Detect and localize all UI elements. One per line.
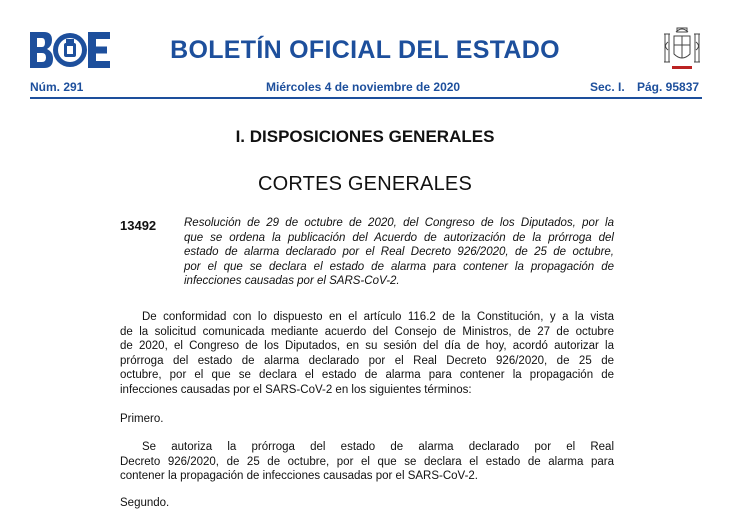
summary-line: infecciones causadas por el SARS-CoV-2. [184,275,400,287]
paragraph-line: de la solicitud comunicada mediante acuerdo del Consejo de Ministros, de 27 de octubre [120,325,614,338]
paragraph-line: octubre, por el que se declara el estado de alarma para contener la propagación de [120,369,614,381]
document-number: 13492 [120,218,157,233]
summary-line: Resolución de 29 de octubre de 2020, del Congreso de los Diputados, por la [184,217,614,229]
primero-label [120,412,614,427]
paragraph-line: Se autoriza la prórroga del estado de alarma declarado por el Real [142,441,614,453]
boe-logo [30,32,110,68]
section-label: Sec. I. [590,80,625,94]
section-heading: I. DISPOSICIONES GENERALES [235,127,495,146]
coat-of-arms-icon [662,24,702,72]
paragraph-line: prórroga del estado de alarma declarado por el Real Decreto 926/2020, de 25 de [120,354,614,367]
article-label: Segundo. [120,497,170,509]
summary-line: que se ordena la publicación del Acuerdo de autorización de la prórroga del [184,231,614,244]
document-summary [184,216,614,289]
paragraph-2 [120,440,614,484]
summary-line: por el que se declara el estado de alarma para contener la propagación de [184,260,614,273]
article-label: Primero. [120,413,164,425]
gazette-title: BOLETÍN OFICIAL DEL ESTADO [170,36,560,64]
paragraph-line: De conformidad con lo dispuesto en el artículo 116.2 de la Constitución, y a la vista [142,311,614,323]
header-divider [30,97,702,99]
page-number: Pág. 95837 [637,80,700,94]
paragraph-line: contener la propagación de infecciones causadas por el SARS-CoV-2. [120,470,478,482]
paragraph-line: infecciones causadas por el SARS-CoV-2 en los siguientes términos: [120,383,472,396]
organization-heading: CORTES GENERALES [257,173,472,195]
issue-date: Miércoles 4 de noviembre de 2020 [266,80,461,94]
summary-line: estado de alarma declarado por el Real Decreto 926/2020, de 25 de octubre, [184,246,614,258]
issue-number: Núm. 291 [30,80,84,94]
paragraph-1 [120,310,614,397]
paragraph-line: Decreto 926/2020, de 25 de octubre, por el que se declara el estado de alarma para [120,455,614,468]
segundo-label [120,496,614,511]
paragraph-line: de 2020, el Congreso de los Diputados, en su sesión del día de hoy, acordó autorizar la [120,340,614,352]
